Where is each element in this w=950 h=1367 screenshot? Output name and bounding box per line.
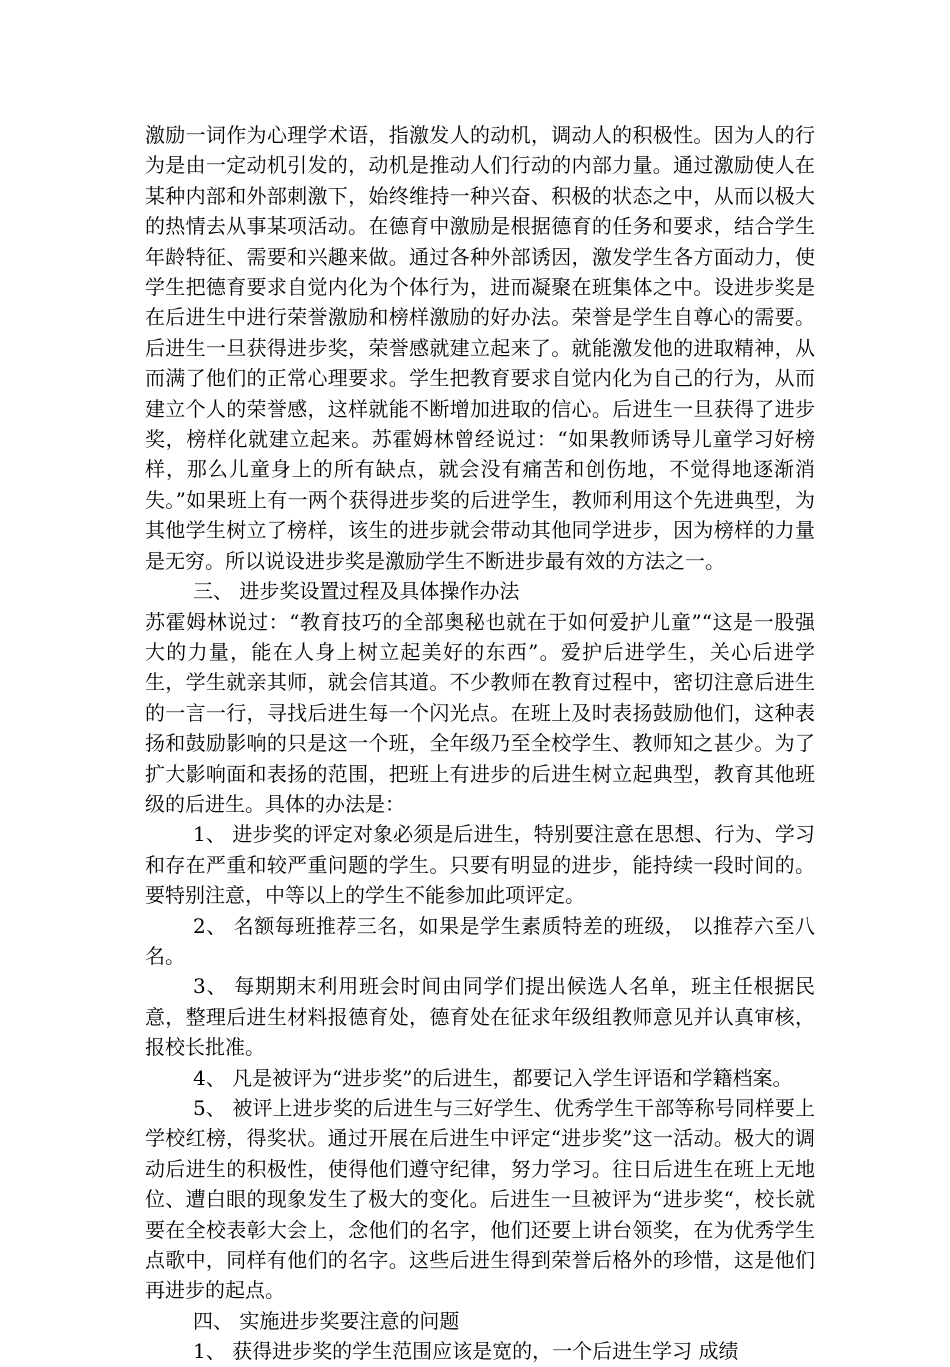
document-body — [145, 120, 815, 1367]
section-3-intro-paragraph: 苏霍姆林说过：“教育技巧的全部奥秘也就在于如何爱护儿童”“这是一股强大的力量，能在人身上树立起美好的东西”。爱护后进学生，关心后进学生，学生就亲其师，就会信其道。不少教师在教育过程中，密切注意后进生的一言一行，寻找后进生每一个闪光点。在班上及时表扬鼓励他们，这种表扬和鼓励影响的只是这一个班，全年级乃至全校学生、教师知之甚少。为了扩大影响面和表扬的范围，把班上有进步的后进生树立起典型，教育其他班级的后进生。具体的办法是： — [145, 609, 815, 816]
list-item-1: 1、 进步奖的评定对象必须是后进生，特别要注意在思想、行为、学习和存在严重和较严重问题的学生。只要有明显的进步，能持续一段时间的。要特别注意，中等以上的学生不能参加此项评定。 — [145, 822, 815, 908]
section-4-item-1: 1、 获得进步奖的学生范围应该是宽的，一个后进生学习 成绩 — [193, 1339, 739, 1364]
list-item-4: 4、 凡是被评为“进步奖”的后进生，都要记入学生评语和学籍档案。 — [193, 1065, 793, 1090]
section-heading-4: 四、 实施进步奖要注意的问题 — [193, 1308, 460, 1333]
list-item-2: 2、 名额每班推荐三名，如果是学生素质特差的班级， 以推荐六至八名。 — [145, 913, 815, 968]
list-item-5: 5、 被评上进步奖的后进生与三好学生、优秀学生干部等称号同样要上学校红榜，得奖状。通过开展在后进生中评定“进步奖”这一活动。极大的调动后进生的积极性，使得他们遵守纪律，努力学习。往日后进生在班上无地位、遭白眼的现象发生了极大的变化。后进生一旦被评为“进步奖“，校长就要在全校表彰大会上，念他们的名字，他们还要上讲台领奖，在为优秀学生点歌中，同样有他们的名字。这些后进生得到荣誉后格外的珍惜，这是他们再进步的起点。 — [145, 1096, 815, 1303]
section-heading-3: 三、 进步奖设置过程及具体操作办法 — [193, 579, 520, 604]
intro-paragraph: 激励一词作为心理学术语，指激发人的动机，调动人的积极性。因为人的行为是由一定动机引发的，动机是推动人们行动的内部力量。通过激励使人在某种内部和外部刺激下，始终维持一种兴奋、积极的状态之中，从而以极大的热情去从事某项活动。在德育中激励是根据德育的任务和要求，结合学生年龄特征、需要和兴趣来做。通过各种外部诱因，激发学生各方面动力，使学生把德育要求自觉内化为个体行为，进而凝聚在班集体之中。设进步奖是在后进生中进行荣誉激励和榜样激励的好办法。荣誉是学生自尊心的需要。后进生一旦获得进步奖，荣誉感就建立起来了。就能激发他的进取精神，从而满了他们的正常心理要求。学生把教育要求自觉内化为自己的行为，从而建立个人的荣誉感，这样就能不断增加进取的信心。后进生一旦获得了进步奖，榜样化就建立起来。苏霍姆林曾经说过：“如果教师诱导儿童学习好榜样，那么儿童身上的所有缺点，就会没有痛苦和创伤地，不觉得地逐渐消失。”如果班上有一两个获得进步奖的后进学生，教师利用这个先进典型，为其他学生树立了榜样，该生的进步就会带动其他同学进步，因为榜样的力量是无穷。所以说设进步奖是激励学生不断进步最有效的方法之一。 — [145, 123, 815, 573]
list-item-3: 3、 每期期末利用班会时间由同学们提出候选人名单，班主任根据民意，整理后进生材料报德育处，德育处在征求年级组教师意见并认真审核，报校长批准。 — [145, 974, 815, 1060]
